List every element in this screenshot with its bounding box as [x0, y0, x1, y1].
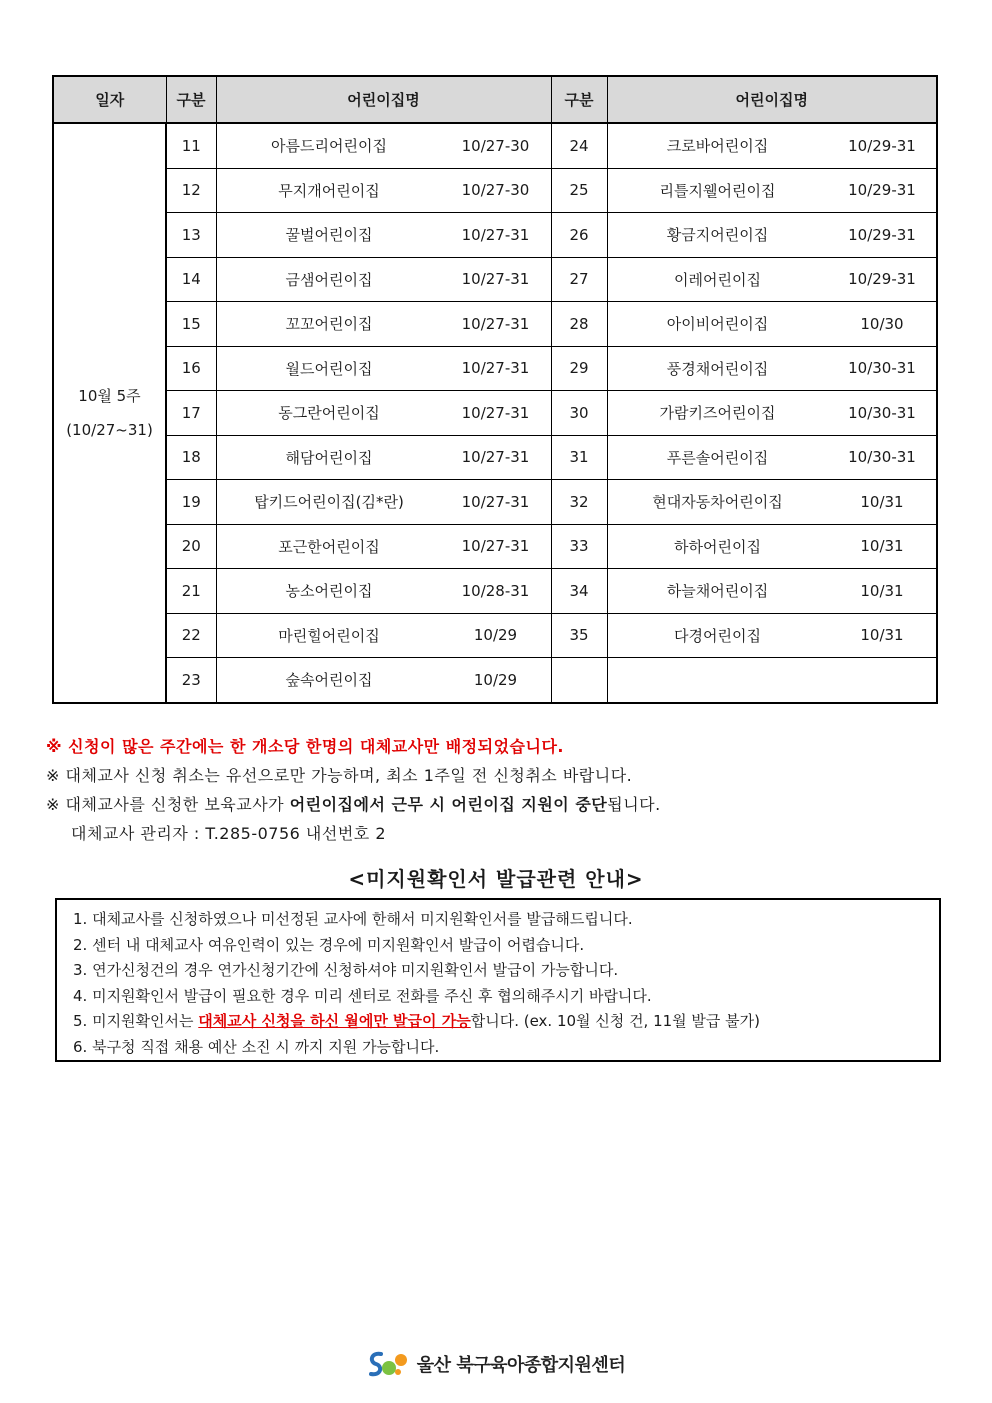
row-number-2: 26 [551, 213, 607, 258]
table-row [53, 435, 937, 480]
daycare-dates: 10/27-31 [461, 314, 530, 333]
note-2: ※ 대체교사 신청 취소는 유선으로만 가능하며, 최소 1주일 전 신청취소 바랍니다. [46, 766, 633, 785]
row-number: 15 [166, 302, 216, 347]
daycare-dates-2: 10/30 [860, 314, 904, 333]
daycare-dates-2: 10/30-31 [848, 403, 916, 422]
footer [0, 1348, 992, 1380]
daycare-cell [216, 168, 551, 213]
daycare-name: 숲속어린이집 [285, 671, 373, 690]
daycare-name-2: 다경어린이집 [674, 626, 761, 645]
notice-item-5: 5. 미지원확인서는 대체교사 신청을 하신 월에만 발급이 가능합니다. (ex. 10월 신청 건, 11월 발급 불가) [73, 1012, 761, 1030]
daycare-dates-2 [828, 658, 936, 702]
daycare-dates: 10/27-31 [461, 537, 530, 556]
row-number-2: 30 [551, 391, 607, 436]
row-number-2: 28 [551, 302, 607, 347]
daycare-cell [216, 658, 551, 703]
row-number-2: 25 [551, 168, 607, 213]
row-number: 21 [166, 569, 216, 614]
daycare-cell-2 [607, 257, 937, 302]
row-number: 12 [166, 168, 216, 213]
notice-item-6: 6. 북구청 직접 채용 예산 소진 시 까지 지원 가능합니다. [73, 1037, 440, 1056]
notice-item-3: 3. 연가신청건의 경우 연가신청기간에 신청하셔야 미지원확인서 발급이 가능합니다. [73, 961, 619, 979]
daycare-name-2: 황금지어린이집 [666, 226, 769, 245]
daycare-cell [216, 524, 551, 569]
note-4: 대체교사 관리자 : T.285-0756 내선번호 2 [71, 824, 387, 843]
notice-item-1: 1. 대체교사를 신청하였으나 미선정된 교사에 한해서 미지원확인서를 발급해드립니다. [73, 910, 633, 928]
org-name: 울산 북구육아종합지원센터 [416, 1355, 626, 1376]
daycare-cell-2 [607, 480, 937, 525]
table-row [53, 346, 937, 391]
daycare-cell [216, 613, 551, 658]
daycare-cell [216, 480, 551, 525]
row-number-2 [551, 658, 607, 703]
row-number-2: 33 [551, 524, 607, 569]
daycare-dates: 10/27-31 [461, 403, 530, 422]
daycare-name-2: 이레어린이집 [674, 270, 761, 289]
daycare-name: 농소어린이집 [285, 582, 373, 601]
daycare-dates-2: 10/31 [860, 537, 904, 556]
daycare-name-2: 하늘채어린이집 [666, 582, 769, 601]
daycare-name-2: 아이비어린이집 [666, 315, 769, 334]
notice-box [55, 898, 941, 1062]
daycare-cell-2 [607, 302, 937, 347]
table-row [53, 257, 937, 302]
daycare-name-2: 하하어린이집 [674, 537, 761, 556]
daycare-name: 꼬꼬어린이집 [285, 315, 373, 334]
daycare-name: 포근한어린이집 [278, 537, 380, 556]
daycare-dates: 10/27-31 [461, 225, 530, 244]
daycare-cell [216, 435, 551, 480]
table-row [53, 569, 937, 614]
header-name: 어린이집명 [216, 76, 551, 123]
row-number-2: 34 [551, 569, 607, 614]
daycare-dates-2: 10/30-31 [848, 448, 916, 467]
daycare-dates-2: 10/31 [860, 581, 904, 600]
table-row [53, 391, 937, 436]
daycare-dates-2: 10/31 [860, 492, 904, 511]
daycare-dates-2: 10/31 [860, 626, 904, 645]
daycare-cell-2 [607, 435, 937, 480]
daycare-cell-2 [607, 213, 937, 258]
table-row [53, 658, 937, 703]
daycare-cell-2 [607, 658, 937, 703]
daycare-name-2: 크로바어린이집 [666, 137, 769, 156]
daycare-name: 월드어린이집 [285, 359, 373, 378]
daycare-name-2: 가람키즈어린이집 [659, 404, 776, 423]
table-row [53, 213, 937, 258]
daycare-cell-2 [607, 613, 937, 658]
center-logo-icon [367, 1348, 411, 1380]
daycare-cell [216, 123, 551, 168]
table-body [53, 123, 937, 703]
table-row [53, 480, 937, 525]
row-number: 13 [166, 213, 216, 258]
daycare-name-2: 현대자동차어린이집 [652, 493, 783, 512]
row-number: 23 [166, 658, 216, 703]
daycare-name-2: 푸른솔어린이집 [666, 448, 769, 467]
table-row [53, 302, 937, 347]
daycare-name: 꿀벌어린이집 [285, 226, 373, 245]
daycare-cell-2 [607, 391, 937, 436]
week-cell [53, 123, 166, 703]
header-number: 구분 [166, 76, 216, 123]
daycare-cell [216, 213, 551, 258]
daycare-name-2 [608, 658, 828, 702]
daycare-cell [216, 569, 551, 614]
note-1: ※ 신청이 많은 주간에는 한 개소당 한명의 대체교사만 배정되었습니다. [46, 737, 564, 756]
daycare-name: 아름드리어린이집 [271, 137, 387, 156]
row-number-2: 29 [551, 346, 607, 391]
daycare-dates: 10/27-31 [461, 448, 530, 467]
row-number: 17 [166, 391, 216, 436]
row-number: 22 [166, 613, 216, 658]
daycare-dates: 10/27-31 [461, 270, 530, 289]
table-row [53, 524, 937, 569]
daycare-dates-2: 10/30-31 [848, 359, 916, 378]
daycare-cell [216, 391, 551, 436]
daycare-dates-2: 10/29-31 [848, 225, 916, 244]
notice-item-4: 4. 미지원확인서 발급이 필요한 경우 미리 센터로 전화를 주신 후 협의해주시기 바랍니다. [73, 986, 652, 1005]
daycare-name: 마린힐어린이집 [278, 626, 380, 645]
header-name-2: 어린이집명 [607, 76, 937, 123]
schedule-table [52, 75, 938, 704]
daycare-name: 금샘어린이집 [285, 270, 373, 289]
row-number: 14 [166, 257, 216, 302]
daycare-cell [216, 302, 551, 347]
week-range: (10/27~31) [66, 420, 153, 439]
row-number-2: 32 [551, 480, 607, 525]
header-number-2: 구분 [551, 76, 607, 123]
daycare-name: 무지개어린이집 [278, 181, 380, 200]
daycare-dates: 10/28-31 [461, 581, 530, 600]
table-row [53, 613, 937, 658]
daycare-dates-2: 10/29-31 [848, 181, 916, 200]
row-number-2: 27 [551, 257, 607, 302]
daycare-cell [216, 346, 551, 391]
notice-title: <미지원확인서 발급관련 안내> [348, 867, 644, 891]
daycare-cell-2 [607, 569, 937, 614]
daycare-dates-2: 10/29-31 [848, 136, 916, 155]
daycare-name: 탑키드어린이집(김*란) [254, 493, 404, 512]
daycare-name: 해담어린이집 [285, 448, 373, 467]
notes-section [46, 732, 946, 848]
daycare-cell-2 [607, 168, 937, 213]
table-row [53, 168, 937, 213]
header-date: 일자 [53, 76, 166, 123]
row-number-2: 24 [551, 123, 607, 168]
row-number: 19 [166, 480, 216, 525]
daycare-name-2: 리틀지웰어린이집 [659, 181, 776, 200]
daycare-dates: 10/27-31 [461, 359, 530, 378]
daycare-dates: 10/29 [473, 626, 518, 645]
row-number-2: 31 [551, 435, 607, 480]
row-number: 20 [166, 524, 216, 569]
row-number: 16 [166, 346, 216, 391]
daycare-name: 동그란어린이집 [278, 404, 380, 423]
table-row [53, 123, 937, 168]
table-header-row [53, 76, 937, 123]
daycare-cell [216, 257, 551, 302]
row-number-2: 35 [551, 613, 607, 658]
daycare-cell-2 [607, 346, 937, 391]
daycare-dates: 10/27-30 [461, 181, 530, 200]
daycare-dates-2: 10/29-31 [848, 270, 916, 289]
daycare-dates: 10/27-31 [461, 492, 530, 511]
daycare-name-2: 풍경채어린이집 [666, 359, 769, 378]
notice-item-2: 2. 센터 내 대체교사 여유인력이 있는 경우에 미지원확인서 발급이 어렵습니다. [73, 935, 585, 954]
daycare-dates: 10/29 [473, 670, 518, 689]
daycare-dates: 10/27-30 [461, 136, 530, 155]
row-number: 11 [166, 123, 216, 168]
daycare-cell-2 [607, 524, 937, 569]
row-number: 18 [166, 435, 216, 480]
daycare-cell-2 [607, 123, 937, 168]
week-label: 10월 5주 [78, 386, 141, 405]
note-3: ※ 대체교사를 신청한 보육교사가 어린이집에서 근무 시 어린이집 지원이 중단됩니다. [46, 795, 661, 814]
